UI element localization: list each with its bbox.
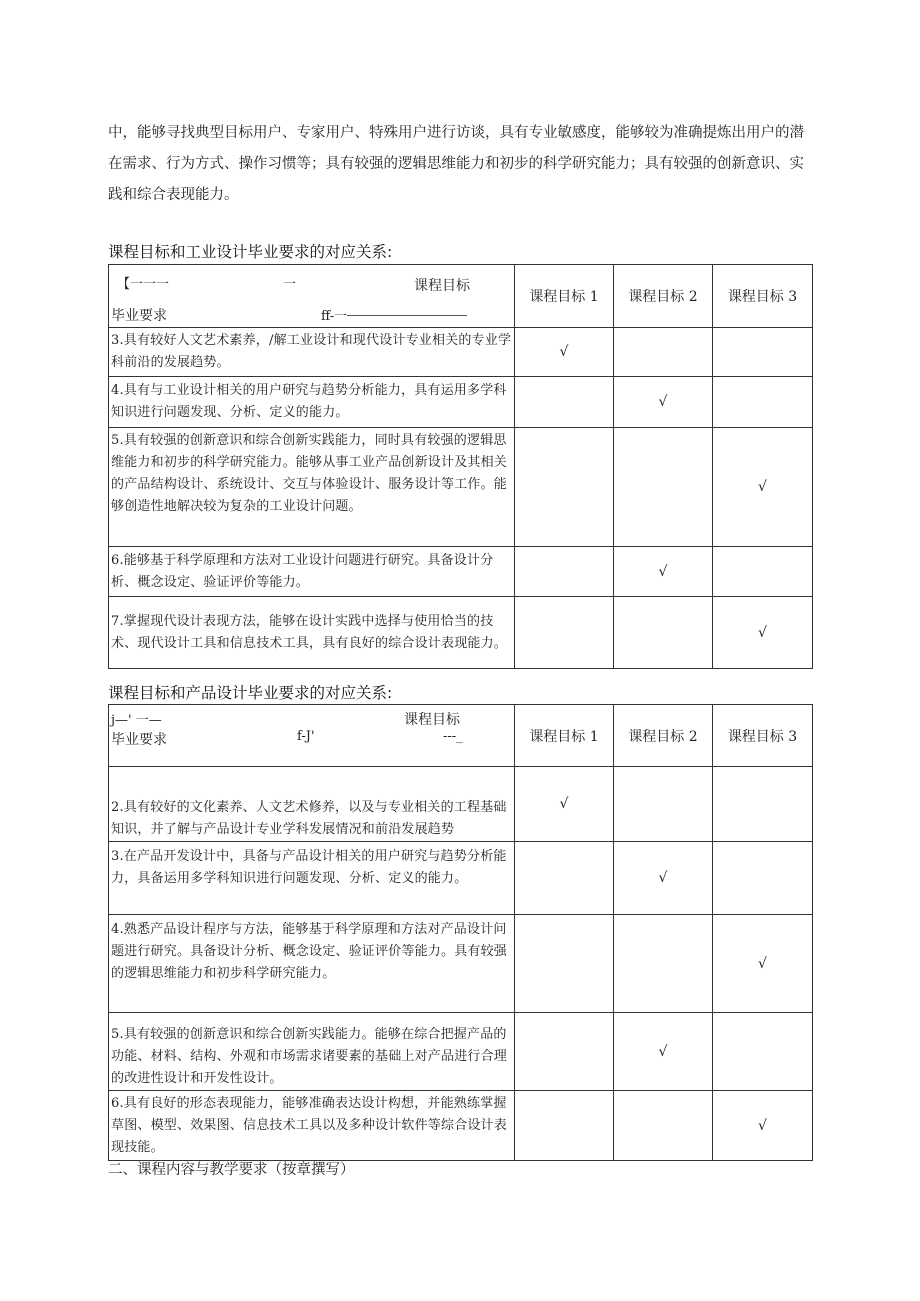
table-row — [109, 767, 813, 842]
section-heading-course-content: 二、课程内容与教学要求（按章撰写） — [108, 1162, 355, 1178]
table2-title: 课程目标和产品设计毕业要求的对应关系: — [108, 684, 393, 702]
requirement-cell: 3.在产品开发设计中，具备与产品设计相关的用户研究与趋势分析能力，具备运用多学科知识进行问题发现、分析、定义的能力。 — [109, 842, 515, 915]
diag-req-label: 毕业要求 — [111, 308, 167, 324]
requirement-cell: 6.能够基于科学原理和方法对工业设计问题进行研究。具备设计分析、概念设定、验证评价等能力。 — [109, 547, 515, 597]
check-mark — [614, 597, 713, 669]
table1-title: 课程目标和工业设计毕业要求的对应关系: — [108, 243, 393, 261]
requirement-cell: 6.具有良好的形态表现能力，能够准确表达设计构想，并能熟练掌握草图、模型、效果图、信息技术工具以及多种设计软件等综合设计表现技能。 — [109, 1091, 515, 1161]
check-mark — [515, 1091, 614, 1161]
table2-header-row — [109, 705, 813, 767]
table1-header-row — [109, 265, 813, 328]
diag-req-label: 毕业要求 — [111, 732, 167, 748]
check-mark — [713, 842, 813, 915]
check-mark — [713, 328, 813, 377]
table-row — [109, 597, 813, 669]
check-mark — [713, 1013, 813, 1091]
table2-diagonal-header — [109, 705, 515, 767]
goal-1-header: 课程目标 1 — [515, 705, 614, 767]
check-mark: √ — [614, 1013, 713, 1091]
table-row — [109, 915, 813, 1013]
check-mark — [614, 428, 713, 547]
table-row — [109, 547, 813, 597]
check-mark: √ — [515, 328, 614, 377]
check-mark: √ — [713, 1091, 813, 1161]
check-mark: √ — [614, 842, 713, 915]
check-mark — [515, 377, 614, 428]
check-mark — [713, 547, 813, 597]
diag-top-left: j—' 一— — [111, 713, 162, 728]
goal-3-header: 课程目标 3 — [713, 265, 813, 328]
check-mark — [515, 1013, 614, 1091]
requirement-cell: 7.掌握现代设计表现方法，能够在设计实践中选择与使用恰当的技术、现代设计工具和信息技术工具，具有良好的综合设计表现能力。 — [109, 597, 515, 669]
check-mark — [614, 915, 713, 1013]
requirement-cell: 5.具有较强的创新意识和综合创新实践能力，同时具有较强的逻辑思维能力和初步的科学研究能力。能够从事工业产品创新设计及其相关的产品结构设计、系统设计、交互与体验设计、服务设计等工作。能够创造性地解决较为复杂的工业设计问题。 — [109, 428, 515, 547]
check-mark — [515, 428, 614, 547]
goal-3-header: 课程目标 3 — [713, 705, 813, 767]
check-mark — [713, 767, 813, 842]
table-row — [109, 328, 813, 377]
check-mark — [515, 547, 614, 597]
check-mark: √ — [614, 377, 713, 428]
goal-2-header: 课程目标 2 — [614, 705, 713, 767]
check-mark: √ — [614, 547, 713, 597]
goal-1-header: 课程目标 1 — [515, 265, 614, 328]
check-mark — [515, 915, 614, 1013]
requirement-cell: 2.具有较好的文化素养、人文艺术修养，以及与专业相关的工程基础知识，并了解与产品设计专业学科发展情况和前沿发展趋势 — [109, 767, 515, 842]
diag-goal-label: 课程目标 — [414, 278, 470, 294]
table-row — [109, 1091, 813, 1161]
table-row — [109, 842, 813, 915]
requirement-cell: 4.熟悉产品设计程序与方法，能够基于科学原理和方法对产品设计问题进行研究。具备设计分析、概念设定、验证评价等能力。具有较强的逻辑思维能力和初步科学研究能力。 — [109, 915, 515, 1013]
diag-top-left: 【一一一 — [117, 277, 170, 292]
check-mark — [614, 328, 713, 377]
check-mark: √ — [713, 597, 813, 669]
check-mark — [713, 377, 813, 428]
check-mark — [515, 842, 614, 915]
table-row — [109, 428, 813, 547]
industrial-design-mapping-table — [108, 264, 813, 669]
requirement-cell: 5.具有较强的创新意识和综合创新实践能力。能够在综合把握产品的功能、材料、结构、外观和市场需求诸要素的基础上对产品进行合理的改进性设计和开发性设计。 — [109, 1013, 515, 1091]
product-design-mapping-table — [108, 704, 813, 1161]
check-mark — [614, 767, 713, 842]
diag-right: ---_ — [443, 729, 463, 744]
goal-2-header: 课程目标 2 — [614, 265, 713, 328]
check-mark — [515, 597, 614, 669]
table-row — [109, 377, 813, 428]
diag-top-mid: 一 — [283, 277, 297, 292]
check-mark: √ — [515, 767, 614, 842]
diag-mid: f-J' — [297, 729, 315, 744]
requirement-cell: 4.具有与工业设计相关的用户研究与趋势分析能力，具有运用多学科知识进行问题发现、分析、定义的能力。 — [109, 377, 515, 428]
check-mark — [614, 1091, 713, 1161]
table1-diagonal-header — [109, 265, 515, 328]
table-row — [109, 1013, 813, 1091]
diag-goal-label: 课程目标 — [404, 712, 460, 728]
requirement-cell: 3.具有较好人文艺术素养，/解工业设计和现代设计专业相关的专业学科前沿的发展趋势。 — [109, 328, 515, 377]
intro-paragraph: 中，能够寻找典型目标用户、专家用户、特殊用户进行访谈，具有专业敏感度，能够较为准确提炼出用户的潜在需求、行为方式、操作习惯等；具有较强的逻辑思维能力和初步的科学研究能力；具有较强的创新意识、实践和综合表现能力。 — [108, 125, 804, 203]
check-mark: √ — [713, 428, 813, 547]
check-mark: √ — [713, 915, 813, 1013]
diag-bottom: ff-一 — [321, 305, 347, 324]
